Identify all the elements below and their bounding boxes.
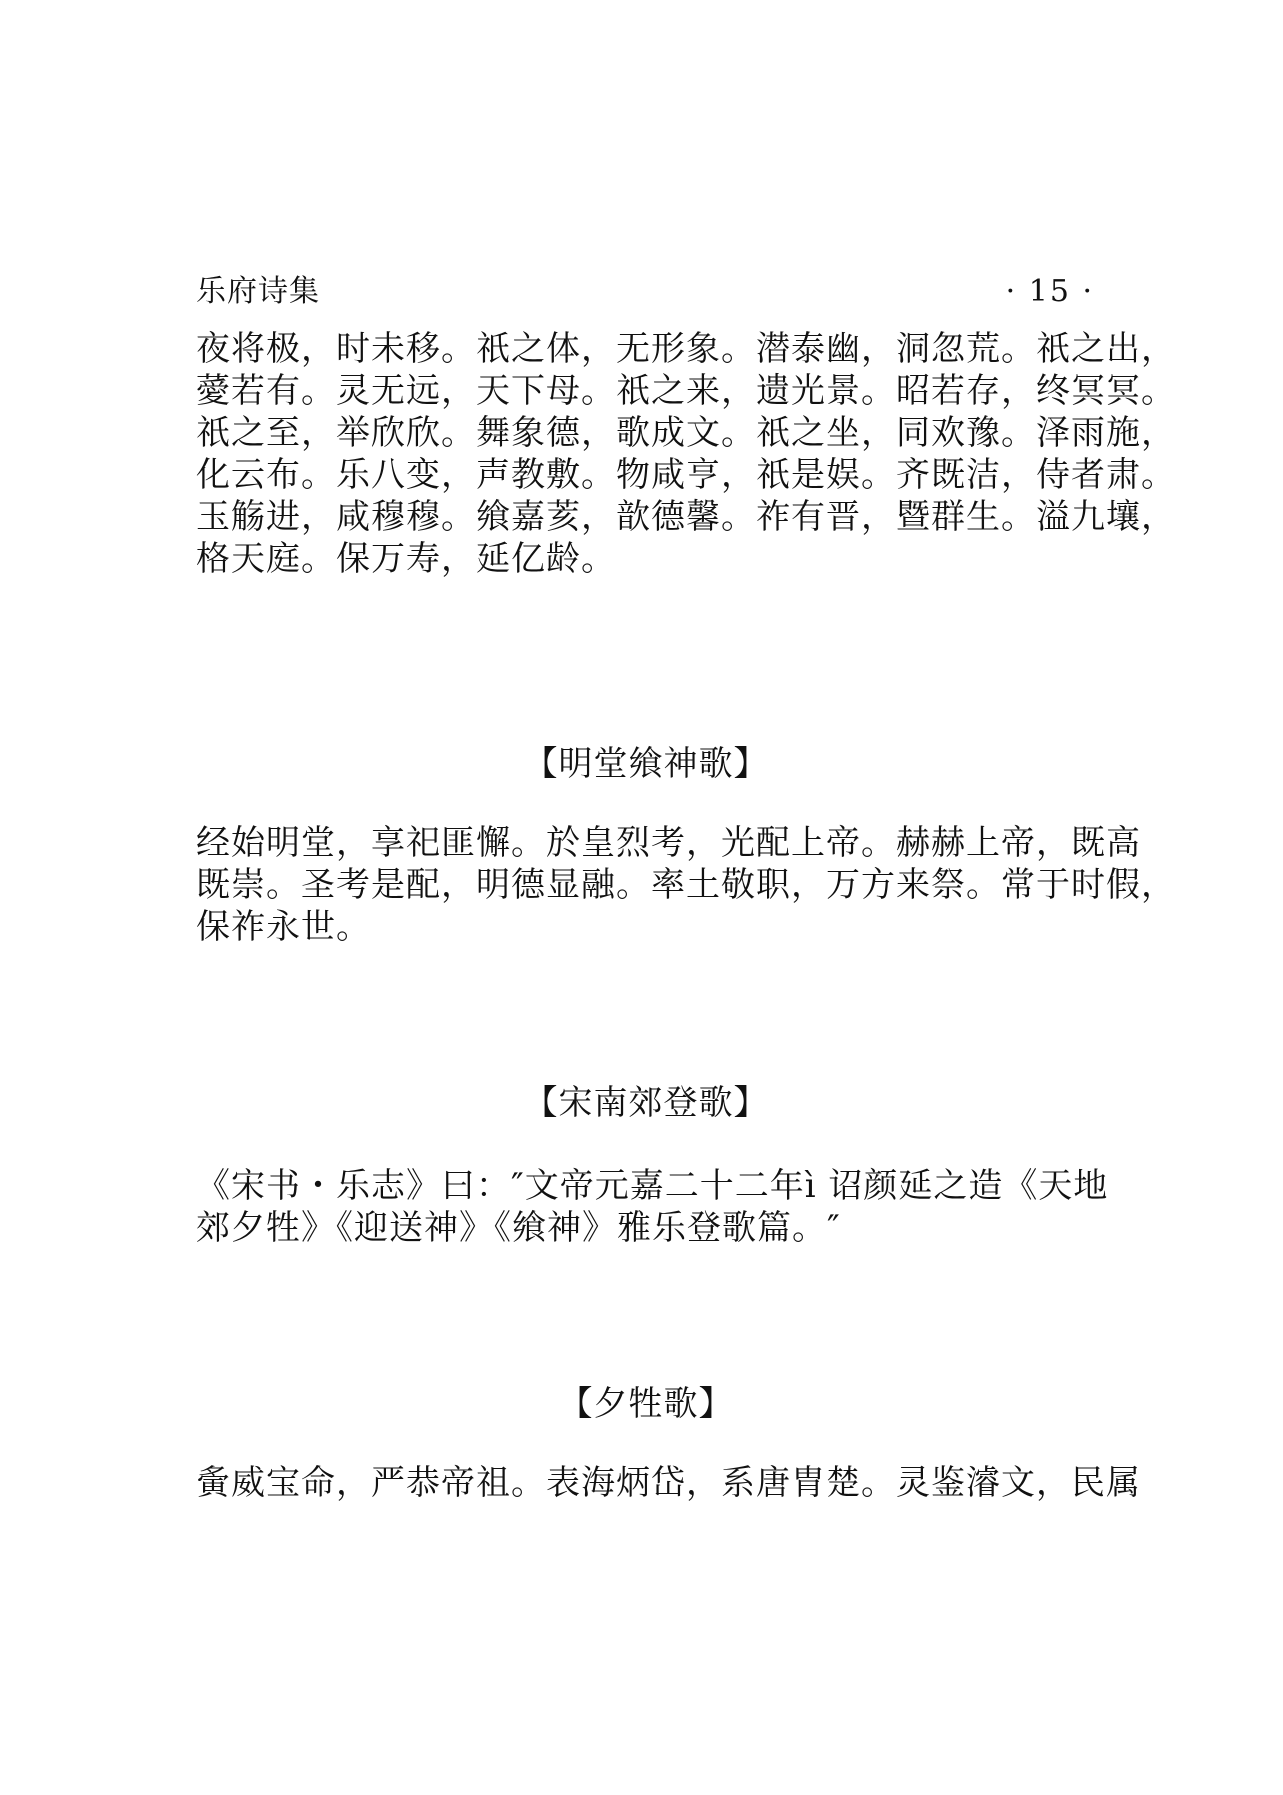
text-line: 夜将极，时未移。祇之体，无形象。潜泰幽，洞忽荒。祇之出， bbox=[196, 329, 1176, 369]
poem-paragraph bbox=[196, 822, 1176, 948]
running-header bbox=[196, 272, 1094, 312]
text-line: 《宋书・乐志》曰：″文帝元嘉二十二年ì 诏颜延之造《天地 bbox=[196, 1166, 1109, 1206]
text-line: 玉觞进，咸穆穆。飨嘉荄，歆德馨。祚有晋，暨群生。溢九壤， bbox=[196, 497, 1176, 537]
poem-paragraph bbox=[196, 1462, 1141, 1504]
section-heading: 【夕牲歌】 bbox=[558, 1384, 734, 1424]
section-heading: 【明堂飨神歌】 bbox=[523, 744, 769, 784]
text-line: 既崇。圣考是配，明德显融。率土敬职，万方来祭。常于时假， bbox=[196, 865, 1176, 905]
text-line: 保祚永世。 bbox=[196, 907, 371, 947]
text-line: 格天庭。保万寿，延亿龄。 bbox=[196, 539, 616, 579]
text-line: 化云布。乐八变，声教敷。物咸亨，祇是娱。齐既洁，侍者肃。 bbox=[196, 455, 1176, 495]
book-title: 乐府诗集 bbox=[196, 274, 320, 309]
page-number: · 15 · bbox=[1005, 274, 1094, 309]
poem-paragraph bbox=[196, 328, 1176, 580]
text-line: 夤威宝命，严恭帝祖。表海炳岱，系唐胄楚。灵鉴濬文，民属 bbox=[196, 1463, 1141, 1503]
text-line: 郊夕牲》《迎送神》《飨神》雅乐登歌篇。″ bbox=[196, 1208, 841, 1248]
section-heading: 【宋南郊登歌】 bbox=[523, 1083, 769, 1123]
text-line: 祇之至，举欣欣。舞象德，歌成文。祇之坐，同欢豫。泽雨施， bbox=[196, 413, 1176, 453]
text-line: 薆若有。灵无远，天下母。祇之来，遗光景。昭若存，终冥冥。 bbox=[196, 371, 1176, 411]
text-line: 经始明堂，享祀匪懈。於皇烈考，光配上帝。赫赫上帝，既高 bbox=[196, 823, 1141, 863]
preface-paragraph bbox=[196, 1165, 1109, 1249]
